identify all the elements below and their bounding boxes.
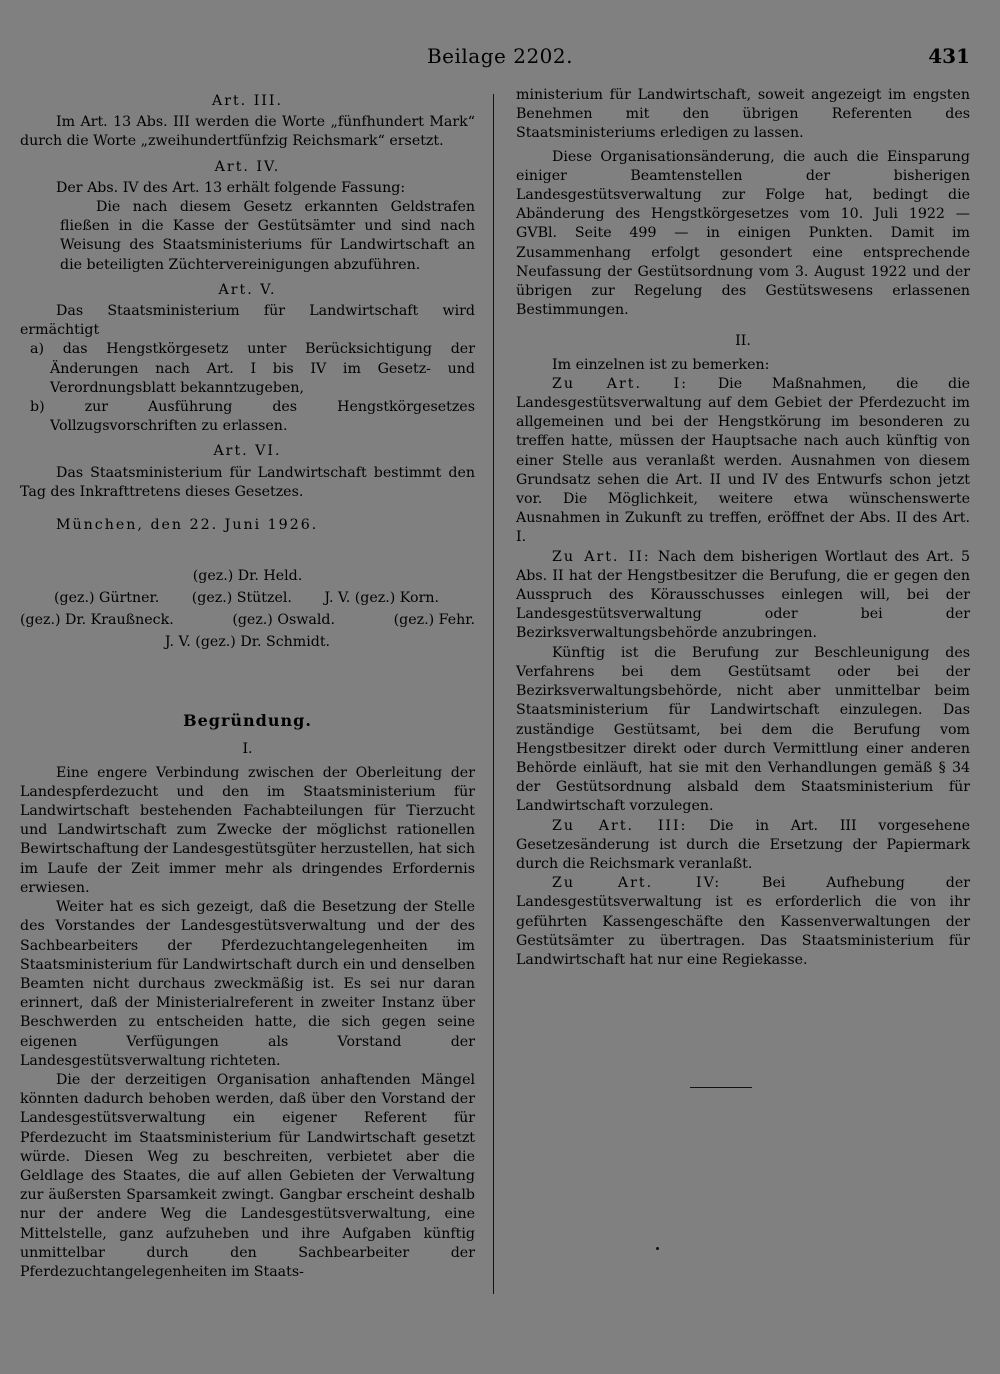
signature-line-3 bbox=[20, 609, 475, 631]
article-6-text: Das Staatsministerium für Landwirtschaft bestimmt den Tag des Inkrafttretens dieses Gesetzes. bbox=[20, 464, 475, 500]
zu-art-1-label: Zu Art. I: bbox=[552, 375, 689, 392]
stray-dot bbox=[656, 1247, 659, 1250]
signature-line-4: J. V. (gez.) Dr. Schmidt. bbox=[164, 634, 331, 651]
signature-line-2 bbox=[20, 587, 475, 609]
zu-art-3-paragraph bbox=[516, 817, 970, 875]
begruendung-paragraph-1: Eine engere Verbindung zwischen der Oberleitung der Landespferdezucht und den im Staatsministerium für Landwirtschaft bestehenden Fachabteilungen für Tierzucht und Landwirtschaft zum Zwecke der möglichst rationellen Bewirtschaftung der Landesgestütsgüter herzustellen, hat sich im Laufe der Zeit immer mehr als dringendes Erfordernis erwiesen. bbox=[20, 764, 476, 896]
zu-art-4-paragraph bbox=[516, 874, 970, 970]
zu-art-4-text: Bei Aufhebung der Landesgestütsverwaltung ist es erforderlich die von ihr geführten Kassengeschäfte den Kassenverwaltungen der Gestütsämter zu übertragen. Das Staatsministerium für Landwirtschaft hat nur eine Regiekasse. bbox=[516, 875, 970, 968]
signature-block bbox=[20, 565, 475, 653]
page-header-title: Beilage 2202. bbox=[426, 44, 573, 68]
signature-fehr: (gez.) Fehr. bbox=[393, 612, 475, 629]
article-4-heading: Art. IV. bbox=[214, 158, 281, 175]
section-2-intro: Im einzelnen ist zu bemerken: bbox=[552, 356, 770, 373]
article-5-heading: Art. V. bbox=[218, 281, 277, 298]
zu-art-2-text: Nach dem bisherigen Wortlaut des Art. 5 Abs. II hat der Hengstbesitzer die Berufung, die er gegen den Ausspruch des Körausschusses einlegen will, bei der Landesgestütsverwaltung oder bei der Bezirksverwaltungsbehörde anzubringen. bbox=[516, 548, 970, 642]
place-date: München, den 22. Juni 1926. bbox=[56, 517, 319, 534]
zu-art-1-text: Die Maßnahmen, die die Landesgestütsverwaltung auf dem Gebiet der Pferdezucht im allgemeinen und bei der Hengstkörung im besonderen zu treffen hatte, müssen der Hauptsache nach auch künftig von einer Stelle aus veranlaßt werden. Ausnahmen von diesem Grundsatz sehen die Art. II und IV des Entwurfs schon jetzt vor. Die Möglichkeit, weitere etwa wünschenswerte Ausnahmen in Zukunft zu treffen, eröffnet der Abs. II des Art. I. bbox=[516, 375, 971, 546]
zu-art-3-label: Zu Art. III: bbox=[552, 817, 688, 834]
zu-art-3-text: Die in Art. III vorgesehene Gesetzesänderung ist durch die Ersetzung der Papiermark durch die Reichsmark veranlaßt. bbox=[516, 817, 970, 872]
section-1-numeral: I. bbox=[242, 741, 253, 758]
begruendung-paragraph-3: Die der derzeitigen Organisation anhaftenden Mängel könnten dadurch behoben werden, daß über den Vorstand der Landesgestütsverwaltung ein eigener Referent für Pferdezucht im Staatsministerium für Landwirtschaft gesetzt würde. Diesen Weg zu beschreiten, verbietet aber die Geldlage des Staates, die auf allen Gebieten der Verwaltung zur äußersten Sparsamkeit zwingt. Gangbar erscheint deshalb nur der andere Weg die Landesgestütsverwaltung, eine Mittelstelle, ganz aufzuheben und ihre Aufgaben künftig unmittelbar durch den Sachbearbeiter der Pferdezuchtangelegenheiten im Staats- bbox=[20, 1071, 475, 1280]
signature-korn: J. V. (gez.) Korn. bbox=[324, 590, 439, 607]
right-column bbox=[516, 86, 970, 970]
zu-art-1-paragraph bbox=[516, 375, 970, 548]
continuation-paragraph: ministerium für Landwirtschaft, soweit angezeigt im engsten Benehmen mit den übrigen Referenten des Staatsministeriums erledigen zu lassen. bbox=[516, 87, 970, 142]
article-5-intro: Das Staatsministerium für Landwirtschaft wird ermächtigt bbox=[20, 303, 475, 339]
article-3-text: Im Art. 13 Abs. III werden die Worte „fünfhundert Mark“ durch die Worte „zweihundertfünfzig Reichsmark“ ersetzt. bbox=[20, 114, 475, 150]
article-4-quote: Die nach diesem Gesetz erkannten Geldstrafen fließen in die Kasse der Gestütsämter und sind nach Weisung des Staatsministeriums für Landwirtschaft an die beteiligten Züchtervereinigungen abzuführen. bbox=[60, 199, 475, 273]
begruendung-paragraph-2: Weiter hat es sich gezeigt, daß die Besetzung der Stelle des Vorstandes der Landesgestütsverwaltung und der des Sachbearbeiters der Pferdezuchtangelegenheiten im Staatsministerium für Landwirtschaft durch ein und denselben Beamten nicht durchaus zweckmäßig ist. Es sei nur daran erinnert, daß der Ministerialreferent in zweiter Instanz über Beschwerden zu entscheiden hatte, die sich gegen seine eigenen Verfügungen als Vorstand der Landesgestütsverwaltung richteten. bbox=[20, 899, 475, 1069]
page-number: 431 bbox=[928, 44, 970, 68]
article-5-item-a: a) das Hengstkörgesetz unter Berücksichtigung der Änderungen nach Art. I bis IV im Gesetz- und Verordnungsblatt bekanntzugeben, bbox=[30, 341, 475, 396]
left-column bbox=[20, 86, 475, 1282]
signature-line-1: (gez.) Dr. Held. bbox=[192, 568, 303, 585]
section-2-numeral: II. bbox=[735, 333, 751, 350]
zu-art-4-label: Zu Art. IV: bbox=[552, 875, 722, 892]
article-5-item-b: b) zur Ausführung des Hengstkörgesetzes Vollzugsvorschriften zu erlassen. bbox=[30, 399, 475, 435]
column-divider bbox=[493, 94, 494, 1294]
article-6-heading: Art. VI. bbox=[213, 443, 282, 460]
end-rule bbox=[690, 1087, 752, 1088]
signature-guertner: (gez.) Gürtner. bbox=[54, 590, 160, 607]
zu-art-2-label: Zu Art. II: bbox=[552, 548, 651, 565]
zu-art-2-followup: Künftig ist die Berufung zur Beschleunigung des Verfahrens bei dem Gestütsamt oder bei der Bezirksverwaltungsbehörde, nicht aber unmittelbar beim Staatsministerium für Landwirtschaft einzulegen. Das zuständige Gestütsamt, bei dem die Berufung vom Hengstbesitzer direkt oder durch Vermittlung einer anderen Behörde einläuft, hat sie mit den Verhandlungen gemäß § 34 der Gestütsordnung alsbald dem Staatsministerium für Landwirtschaft vorzulegen. bbox=[516, 644, 970, 815]
organisation-paragraph: Diese Organisationsänderung, die auch die Einsparung einiger Beamtenstellen der bisherigen Landesgestütsverwaltung zur Folge hat, bedingt die Abänderung des Hengstkörgesetzes vom 10. Juli 1922 — GVBl. Seite 499 — in einigen Punkten. Damit im Zusammenhang erfolgt gesondert eine entsprechende Neufassung der Gestütsordnung vom 3. August 1922 und der übrigen zur Regelung des Gestütswesens erlassenen Bestimmungen. bbox=[516, 148, 970, 319]
signature-stuetzel: (gez.) Stützel. bbox=[191, 590, 292, 607]
article-4-intro: Der Abs. IV des Art. 13 erhält folgende Fassung: bbox=[56, 179, 406, 196]
begruendung-heading: Begründung. bbox=[183, 711, 312, 731]
signature-oswald: (gez.) Oswald. bbox=[232, 612, 335, 629]
zu-art-2-paragraph bbox=[516, 548, 970, 644]
article-3-heading: Art. III. bbox=[211, 93, 284, 109]
signature-kraussneck: (gez.) Dr. Kraußneck. bbox=[20, 612, 174, 629]
